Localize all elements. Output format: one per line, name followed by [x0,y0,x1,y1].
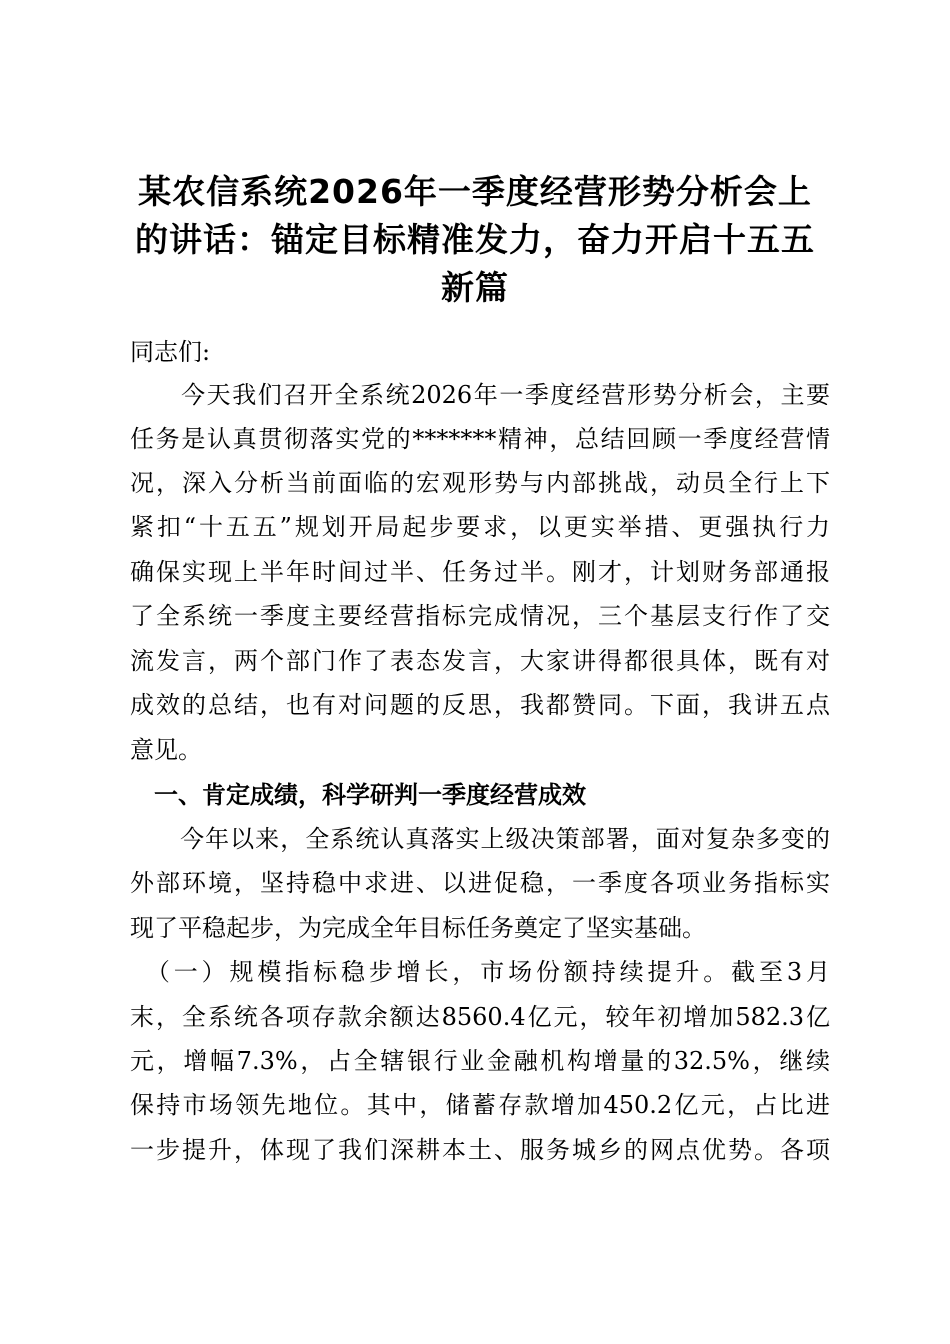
section-paragraph-line: 现了平稳起步，为完成全年目标任务奠定了坚实基础。 [130,914,706,942]
intro-paragraph-line: 确保实现上半年时间过半、任务过半。刚才，计划财务部通报 [130,558,830,586]
intro-paragraph-line: 了全系统一季度主要经营指标完成情况，三个基层支行作了交 [130,602,830,630]
subsection-paragraph-line: 元，增幅7.3%，占全辖银行业金融机构增量的32.5%，继续 [130,1047,830,1075]
section-paragraph-line: 今年以来，全系统认真落实上级决策部署，面对复杂多变的 [130,825,830,853]
subsection-paragraph-line: 一步提升，体现了我们深耕本土、服务城乡的网点优势。各项 [130,1136,830,1164]
intro-paragraph-line: 今天我们召开全系统2026年一季度经营形势分析会，主要 [130,381,830,409]
intro-paragraph-line: 任务是认真贯彻落实党的*******精神，总结回顾一季度经营情 [130,425,830,453]
intro-paragraph-line: 况，深入分析当前面临的宏观形势与内部挑战，动员全行上下 [130,469,830,497]
title-line: 新篇 [441,268,509,307]
section-paragraph-line: 外部环境，坚持稳中求进、以进促稳，一季度各项业务指标实 [130,869,830,897]
document-title [100,168,850,312]
title-line: 某农信系统2026年一季度经营形势分析会上 [138,172,812,211]
subsection-paragraph-line: 末，全系统各项存款余额达8560.4亿元，较年初增加582.3亿 [130,1003,830,1031]
subsection-paragraph-line: （一）规模指标稳步增长，市场份额持续提升。截至3月 [130,958,830,986]
intro-paragraph-line: 意见。 [130,736,202,764]
title-line: 的讲话：锚定目标精准发力，奋力开启十五五 [135,220,815,259]
salutation: 同志们: [130,338,211,366]
intro-paragraph-line: 紧扣“十五五”规划开局起步要求，以更实举措、更强执行力 [130,513,830,541]
intro-paragraph-line: 流发言，两个部门作了表态发言，大家讲得都很具体，既有对 [130,647,830,675]
section-heading: 一、肯定成绩，科学研判一季度经营成效 [130,781,586,809]
intro-paragraph-line: 成效的总结，也有对问题的反思，我都赞同。下面，我讲五点 [130,691,830,719]
subsection-paragraph-line: 保持市场领先地位。其中，储蓄存款增加450.2亿元，占比进 [130,1091,830,1119]
